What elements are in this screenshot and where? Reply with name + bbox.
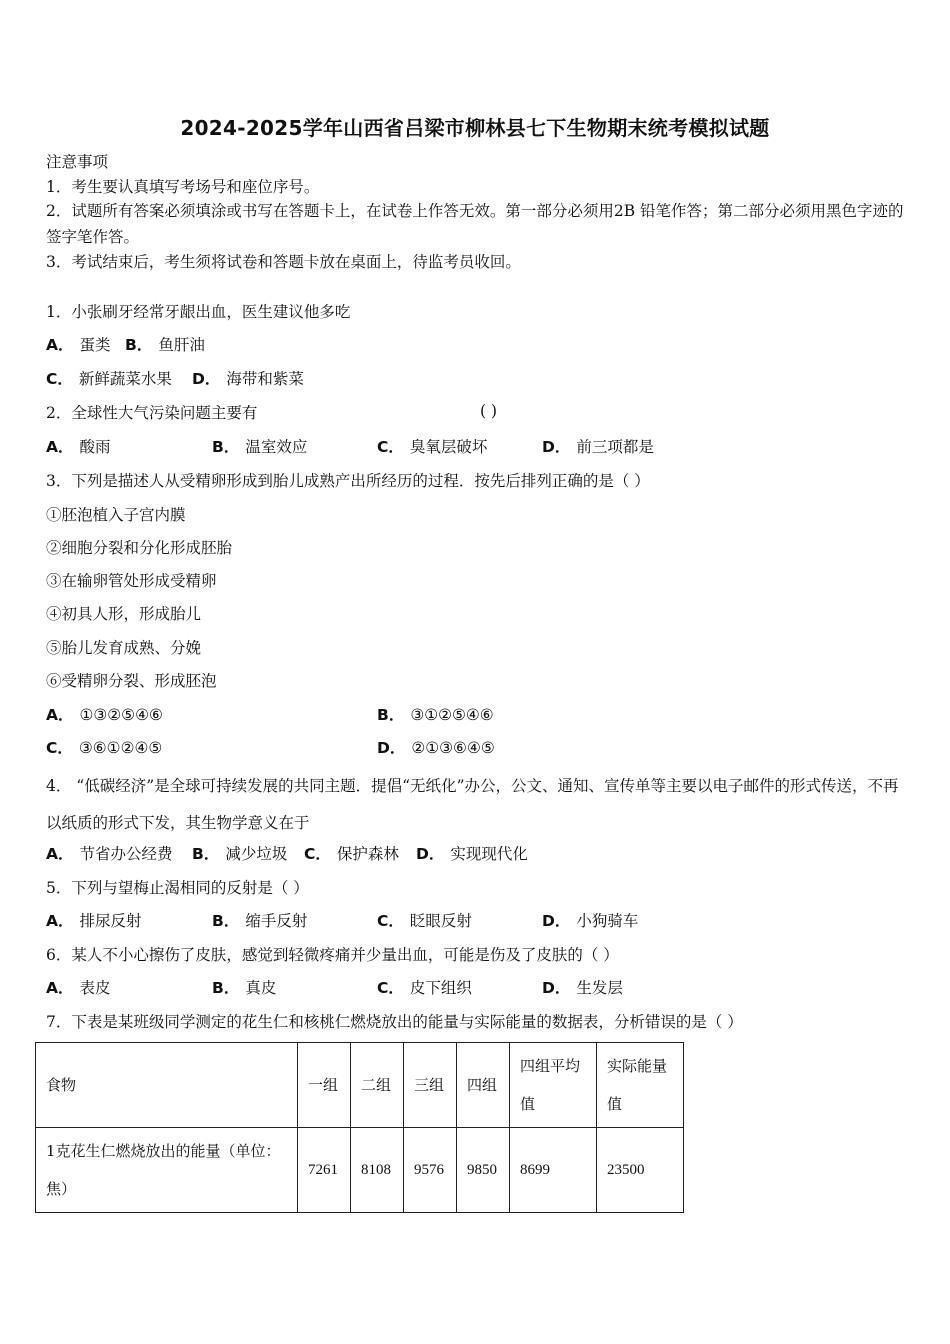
q4-option-c[interactable]: C． 保护森林 xyxy=(304,845,399,863)
table-header-cell: 三组 xyxy=(404,1043,457,1128)
q1-option-c[interactable]: C． 新鲜蔬菜水果 xyxy=(46,370,172,388)
table-cell: 9576 xyxy=(404,1128,457,1213)
notice-item-1: 1．考生要认真填写考场号和座位序号。 xyxy=(46,178,320,196)
table-cell: 23500 xyxy=(597,1128,684,1213)
q5-option-d[interactable]: D． 小狗骑车 xyxy=(542,912,639,930)
q3-step-2: ②细胞分裂和分化形成胚胎 xyxy=(46,539,233,557)
q3-step-1: ①胚泡植入子宫内膜 xyxy=(46,506,186,524)
question-1-stem: 1．小张刷牙经常牙龈出血，医生建议他多吃 xyxy=(46,303,351,321)
q3-option-c[interactable]: C． ③⑥①②④⑤ xyxy=(46,739,163,757)
table-header-cell: 四组平均值 xyxy=(510,1043,597,1128)
q4-option-d[interactable]: D． 实现现代化 xyxy=(416,845,528,863)
q6-option-a[interactable]: A． 表皮 xyxy=(46,979,111,997)
energy-data-table xyxy=(35,1042,684,1213)
table-header-cell: 食物 xyxy=(36,1043,298,1128)
table-header-row xyxy=(36,1043,684,1128)
q5-option-c[interactable]: C． 眨眼反射 xyxy=(377,912,472,930)
table-cell: 8108 xyxy=(351,1128,404,1213)
q6-option-b[interactable]: B． 真皮 xyxy=(212,979,277,997)
question-4-stem: 4． “低碳经济”是全球可持续发展的共同主题．提倡“无纸化”办公，公文、通知、宣传单等主要以电子邮件的形式传送，不再以纸质的形式下发，其生物学意义在于 xyxy=(46,777,899,832)
q5-option-a[interactable]: A． 排尿反射 xyxy=(46,912,142,930)
notice-item-2: 2．试题所有答案必须填涂或书写在答题卡上，在试卷上作答无效。第一部分必须用2B 铅笔作答；第二部分必须用黑色字迹的签字笔作答。 xyxy=(46,202,904,246)
q5-option-b[interactable]: B． 缩手反射 xyxy=(212,912,308,930)
q2-option-b[interactable]: B． 温室效应 xyxy=(212,438,308,456)
q3-step-3: ③在输卵管处形成受精卵 xyxy=(46,572,217,590)
question-5-stem: 5．下列与望梅止渴相同的反射是（ ） xyxy=(46,879,309,897)
question-3-stem: 3．下列是描述人从受精卵形成到胎儿成熟产出所经历的过程．按先后排列正确的是（ ） xyxy=(46,472,650,490)
table-header-cell: 一组 xyxy=(298,1043,351,1128)
q6-option-d[interactable]: D． 生发层 xyxy=(542,979,623,997)
q2-option-a[interactable]: A． 酸雨 xyxy=(46,438,111,456)
table-header-cell: 二组 xyxy=(351,1043,404,1128)
q3-step-4: ④初具人形，形成胎儿 xyxy=(46,605,202,623)
question-2-stem: 2．全球性大气污染问题主要有 xyxy=(46,404,258,422)
question-7-stem: 7．下表是某班级同学测定的花生仁和核桃仁燃烧放出的能量与实际能量的数据表，分析错误的是（ ） xyxy=(46,1013,743,1031)
table-cell: 1克花生仁燃烧放出的能量（单位：焦） xyxy=(36,1128,298,1213)
q2-option-c[interactable]: C． 臭氧层破坏 xyxy=(377,438,488,456)
q4-option-a[interactable]: A． 节省办公经费 xyxy=(46,845,173,863)
table-cell: 7261 xyxy=(298,1128,351,1213)
table-cell: 9850 xyxy=(457,1128,510,1213)
table-header-cell: 四组 xyxy=(457,1043,510,1128)
q1-option-d[interactable]: D． 海带和紫菜 xyxy=(192,370,304,388)
q2-option-d[interactable]: D． 前三项都是 xyxy=(542,438,654,456)
notice-item-3: 3．考试结束后，考生须将试卷和答题卡放在桌面上，待监考员收回。 xyxy=(46,253,521,271)
notice-heading: 注意事项 xyxy=(46,153,109,171)
q3-option-b[interactable]: B． ③①②⑤④⑥ xyxy=(377,706,494,724)
question-2-answer-blank: ( ) xyxy=(480,402,498,420)
q3-step-5: ⑤胎儿发育成熟、分娩 xyxy=(46,639,202,657)
q4-option-b[interactable]: B． 减少垃圾 xyxy=(192,845,288,863)
table-cell: 8699 xyxy=(510,1128,597,1213)
q3-option-a[interactable]: A． ①③②⑤④⑥ xyxy=(46,706,163,724)
table-header-cell: 实际能量值 xyxy=(597,1043,684,1128)
question-6-stem: 6．某人不小心擦伤了皮肤，感觉到轻微疼痛并少量出血，可能是伤及了皮肤的（ ） xyxy=(46,946,619,964)
q3-step-6: ⑥受精卵分裂、形成胚泡 xyxy=(46,672,217,690)
q6-option-c[interactable]: C． 皮下组织 xyxy=(377,979,472,997)
table-row xyxy=(36,1128,684,1213)
q1-option-b[interactable]: B． 鱼肝油 xyxy=(125,336,205,354)
q3-option-d[interactable]: D． ②①③⑥④⑤ xyxy=(377,739,495,757)
q1-option-a[interactable]: A． 蛋类 xyxy=(46,336,111,354)
page-title: 2024-2025学年山西省吕梁市柳林县七下生物期末统考模拟试题 xyxy=(180,116,770,140)
